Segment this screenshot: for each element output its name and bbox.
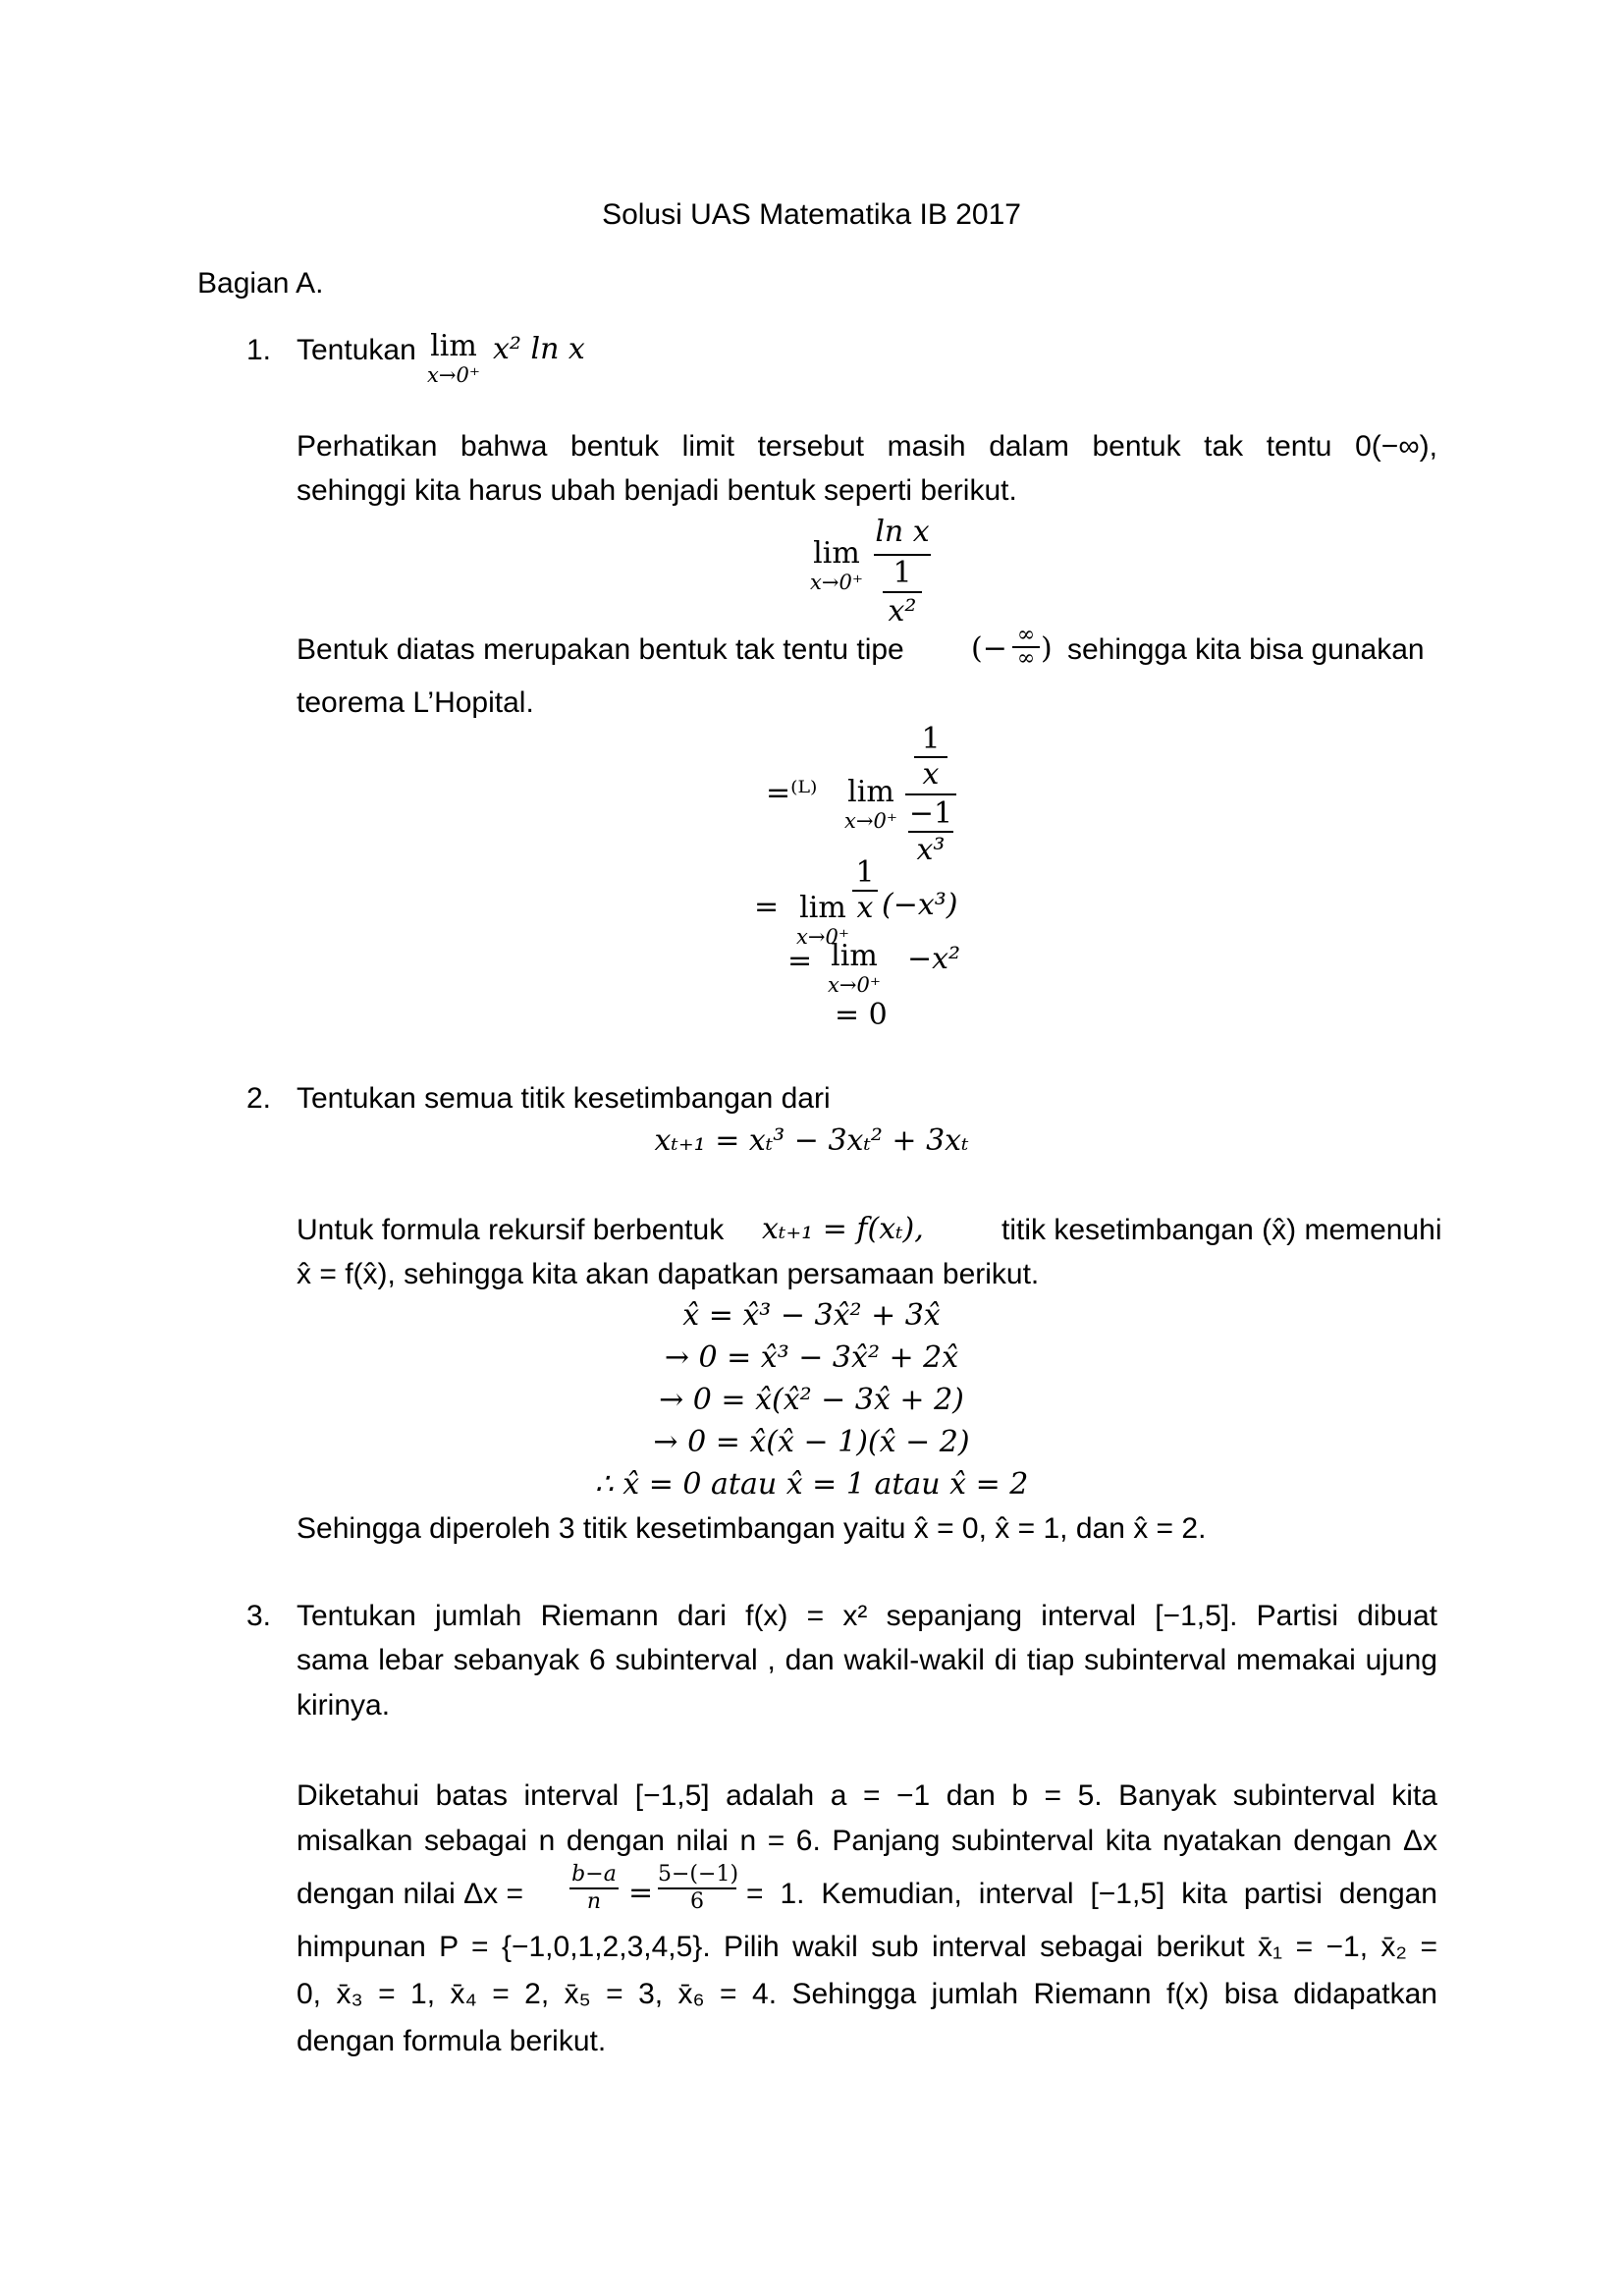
q2-paragraph-line-1a: Untuk formula rekursif berbentuk bbox=[297, 1214, 725, 1246]
step-3-limit bbox=[815, 940, 893, 997]
q2-equation-3: → 0 = x̂(x̂² − 3x̂ + 2) bbox=[659, 1383, 964, 1417]
question-3-number: 3. bbox=[246, 1600, 272, 1632]
step-3-rest: −x² bbox=[907, 942, 961, 976]
fraction-denominator: 6 bbox=[690, 1889, 704, 1914]
limit-subscript: x→0⁺ bbox=[844, 809, 897, 833]
question-2-number: 2. bbox=[246, 1082, 272, 1115]
q1-rewritten-limit bbox=[797, 537, 876, 594]
limit-subscript: x→0⁺ bbox=[828, 973, 881, 997]
type-denominator: ∞ bbox=[1016, 646, 1036, 671]
q2-paragraph-line-2: x̂ = f(x̂), sehingga kita akan dapatkan persamaan berikut. bbox=[297, 1258, 1040, 1290]
limit-subscript: x→0⁺ bbox=[796, 925, 849, 949]
denominator-bottom: x³ bbox=[916, 833, 946, 867]
step-1-main-bar bbox=[905, 793, 956, 795]
q3-answer-line-4: himpunan P = {−1,0,1,2,3,4,5}. Pilih wakil sub interval sebagai berikut x̄₁ = −1, x̄₂ = bbox=[297, 1931, 1437, 1963]
limit-subscript: x→0⁺ bbox=[810, 571, 863, 594]
fraction-denominator: x bbox=[856, 891, 874, 925]
limit-word: lim bbox=[831, 939, 878, 973]
step-4: = 0 bbox=[835, 998, 888, 1032]
q1-paragraph-2-line-1b: sehingga kita bisa gunakan bbox=[1067, 633, 1425, 666]
numerator-top: 1 bbox=[921, 722, 941, 756]
q3-delta-fraction-1 bbox=[569, 1862, 619, 1915]
fraction-numerator: 5−(−1) bbox=[658, 1862, 739, 1886]
limit-word: lim bbox=[813, 536, 860, 571]
q3-prompt-line-2: sama lebar sebanyak 6 subinterval , dan wakil-wakil di tiap subinterval memakai ujung bbox=[297, 1644, 1437, 1676]
step-1-numerator bbox=[914, 723, 947, 792]
step-1-limit bbox=[829, 776, 913, 833]
q3-delta-fraction-2 bbox=[658, 1862, 739, 1915]
q2-equation-1: x̂ = x̂³ − 3x̂² + 3x̂ bbox=[682, 1298, 941, 1333]
q3-prompt-line-1: Tentukan jumlah Riemann dari f(x) = x² sepanjang interval [−1,5]. Partisi dibuat bbox=[297, 1600, 1437, 1632]
limit-word: lim bbox=[799, 891, 846, 925]
q1-type-close: ) bbox=[1041, 631, 1053, 666]
q3-answer-line-3a: dengan nilai Δx = bbox=[297, 1878, 524, 1910]
q2-equation-4: → 0 = x̂(x̂ − 1)(x̂ − 2) bbox=[653, 1425, 970, 1459]
q3-answer-line-6: dengan formula berikut. bbox=[297, 2025, 607, 2057]
limit-word: lim bbox=[847, 775, 894, 809]
q3-answer-line-1: Diketahui batas interval [−1,5] adalah a = −1 dan b = 5. Banyak subinterval kita bbox=[297, 1779, 1437, 1812]
document-title: Solusi UAS Matematika IB 2017 bbox=[602, 198, 1021, 231]
q1-type-open: (− bbox=[971, 631, 1007, 666]
q3-equals: = bbox=[628, 1876, 654, 1910]
q1-rewritten-fraction bbox=[870, 513, 935, 630]
q1-type-fraction bbox=[1012, 625, 1040, 670]
denominator-top: −1 bbox=[908, 796, 953, 831]
step-1-equals: =⁽ᴸ⁾ bbox=[766, 776, 818, 810]
fraction-numerator: ln x bbox=[875, 515, 930, 549]
q1-paragraph-1-line-2: sehinggi kita harus ubah benjadi bentuk seperti berikut. bbox=[297, 474, 1017, 507]
inner-numerator: 1 bbox=[893, 556, 912, 590]
step-2-equals: = bbox=[754, 890, 780, 924]
step-1-denominator bbox=[908, 797, 953, 868]
question-2-prompt: Tentukan semua titik kesetimbangan dari bbox=[297, 1082, 831, 1115]
q2-conclusion: Sehingga diperoleh 3 titik kesetimbangan yaitu x̂ = 0, x̂ = 1, dan x̂ = 2. bbox=[297, 1512, 1207, 1545]
fraction-denominator bbox=[883, 556, 922, 630]
question-1-number: 1. bbox=[246, 334, 272, 366]
q1-paragraph-1-line-1: Perhatikan bahwa bentuk limit tersebut masih dalam bentuk tak tentu 0(−∞), bbox=[297, 430, 1437, 463]
inner-denominator: x² bbox=[888, 594, 917, 629]
fraction-numerator: 1 bbox=[855, 855, 875, 890]
q3-prompt-line-3: kirinya. bbox=[297, 1689, 391, 1722]
q2-equation-5: ∴ x̂ = 0 atau x̂ = 1 atau x̂ = 2 bbox=[594, 1467, 1029, 1502]
q2-equation-2: → 0 = x̂³ − 3x̂² + 2x̂ bbox=[664, 1340, 959, 1375]
step-3-equals: = bbox=[787, 944, 813, 978]
fraction-denominator: n bbox=[586, 1889, 602, 1914]
q3-answer-line-3b: = 1. Kemudian, interval [−1,5] kita partisi dengan bbox=[746, 1878, 1437, 1910]
question-1-prompt: Tentukan bbox=[297, 334, 416, 366]
q1-paragraph-2-line-2: teorema L’Hopital. bbox=[297, 686, 534, 719]
section-heading: Bagian A. bbox=[197, 267, 324, 300]
q2-paragraph-line-1b: titik kesetimbangan (x̂) memenuhi bbox=[1001, 1214, 1442, 1246]
q2-paragraph-formula: xₜ₊₁ = f(xₜ), bbox=[762, 1212, 924, 1246]
numerator-bottom: x bbox=[922, 757, 940, 792]
step-2-rest: (−x³) bbox=[882, 888, 958, 922]
limit-word: lim bbox=[430, 329, 477, 363]
question-2-recurrence: xₜ₊₁ = xₜ³ − 3xₜ² + 3xₜ bbox=[654, 1123, 969, 1158]
limit-subscript: x→0⁺ bbox=[427, 363, 480, 387]
q1-paragraph-2-line-1a: Bentuk diatas merupakan bentuk tak tentu tipe bbox=[297, 633, 904, 666]
q3-answer-line-5: 0, x̄₃ = 1, x̄₄ = 2, x̄₅ = 3, x̄₆ = 4. Sehingga jumlah Riemann f(x) bisa didapatkan bbox=[297, 1978, 1437, 2010]
question-1-limit bbox=[424, 330, 483, 387]
fraction-numerator: b−a bbox=[571, 1862, 617, 1886]
step-1-fraction bbox=[905, 723, 956, 868]
type-numerator: ∞ bbox=[1016, 623, 1036, 647]
step-2-fraction bbox=[852, 856, 878, 925]
q3-answer-line-2: misalkan sebagai n dengan nilai n = 6. Panjang subinterval kita nyatakan dengan Δx bbox=[297, 1825, 1437, 1857]
question-1-expression: x² ln x bbox=[493, 332, 585, 366]
